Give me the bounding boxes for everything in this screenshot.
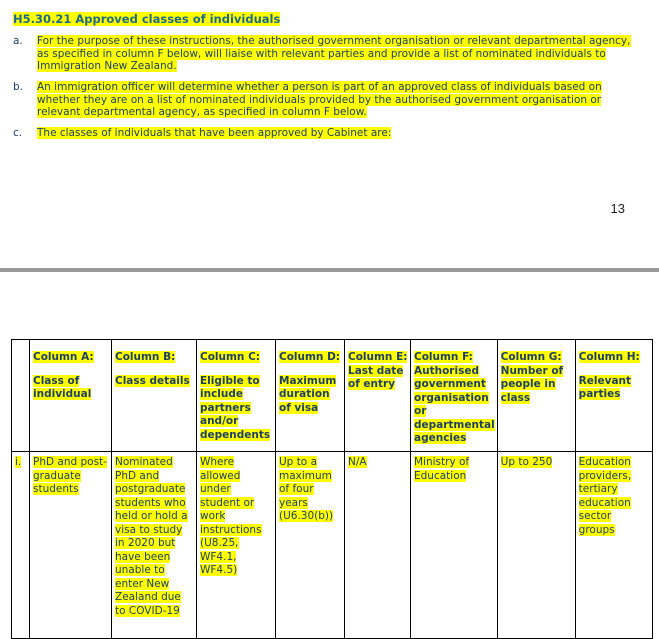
document-page-bottom [0,272,659,625]
approved-classes-table [11,339,653,639]
header-column-a: Column A: Class of individual [30,340,112,452]
header-column-c: Column C: Eligible to include partners and/or dependents [197,340,276,452]
paragraph-letter: b. [13,81,24,93]
header-column-e: Column E: Last date of entry [345,340,411,452]
cell-maximum-duration: Up to a maximum of four years (U6.30(b)) [276,452,345,639]
paragraph-text: For the purpose of these instructions, the authorised government organisation or relevant departmental agency, as specified in column F below, will liaise with relevant parties and provide a list of nominated individuals to Immigration New Zealand. [37,35,631,72]
cell-eligible-partners: Where allowed under student or work instructions (U8.25, WF4.1, WF4.5) [197,452,276,639]
page-number: 13 [610,201,625,216]
header-column-h: Column H: Relevant parties [575,340,652,452]
header-column-g: Column G: Number of people in class [497,340,575,452]
paragraph-letter: a. [13,35,23,47]
header-index-cell [12,340,30,452]
row-index: i. [12,452,30,639]
section-heading: H5.30.21 Approved classes of individuals [13,12,281,26]
cell-number-of-people: Up to 250 [497,452,575,639]
header-column-d: Column D: Maximum duration of visa [276,340,345,452]
table-row [12,452,653,639]
paragraph-letter: c. [13,127,23,139]
cell-last-date-of-entry: N/A [345,452,411,639]
table-header-row [12,340,653,452]
cell-class-details: Nominated PhD and postgraduate students who held or hold a visa to study in 2020 but have been unable to enter New Zealand due to COVID-19 [112,452,197,639]
paragraph-text: An immigration officer will determine whether a person is part of an approved class of individuals based on whether they are on a list of nominated individuals provided by the authorised government organisation or relevant departmental agency, as specified in column F below. [37,81,602,118]
cell-authorised-organisation: Ministry of Education [411,452,498,639]
header-column-b: Column B: Class details [112,340,197,452]
paragraph-text: The classes of individuals that have been approved by Cabinet are: [37,127,392,139]
cell-class-of-individual: PhD and post-graduate students [30,452,112,639]
cell-relevant-parties: Education providers, tertiary education sector groups [575,452,652,639]
header-column-f: Column F: Authorised government organisation or departmental agencies [411,340,498,452]
document-page-top [0,0,659,268]
